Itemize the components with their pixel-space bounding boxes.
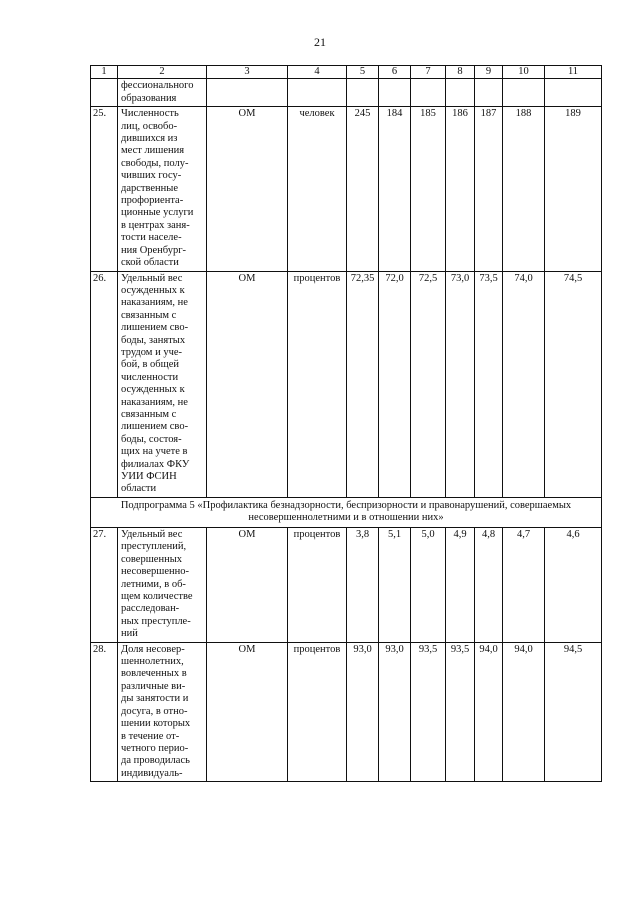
indicator-name-line: мест лишения xyxy=(121,145,185,157)
indicator-name-line: наказаниям, не xyxy=(121,396,188,408)
indicator-name-line: в течение от- xyxy=(121,730,180,742)
indicator-name-line: бой, в общей xyxy=(121,359,180,371)
indicator-name-line: чивших госу- xyxy=(121,170,182,182)
indicator-name-line: несовершенно- xyxy=(121,566,189,578)
indicator-name-line: боды, состоя- xyxy=(121,433,182,445)
indicator-name-line: численности xyxy=(121,371,179,383)
indicator-name-line: досуга, в отно- xyxy=(121,705,188,717)
column-header: 6 xyxy=(379,66,411,79)
unit-cell: человек xyxy=(288,107,347,271)
indicator-name-line: дившихся из xyxy=(121,133,178,145)
value-cell: 4,7 xyxy=(503,528,545,643)
column-header: 8 xyxy=(446,66,475,79)
column-header-row xyxy=(91,66,602,79)
unit-cell xyxy=(288,79,347,107)
indicator-name-line: лиц, освобо- xyxy=(121,120,178,132)
value-cell xyxy=(446,79,475,107)
indicator-name-line: осужденных к xyxy=(121,284,185,296)
indicator-name-line: дарственные xyxy=(121,182,179,194)
column-header: 4 xyxy=(288,66,347,79)
indicator-name-line: осужденных к xyxy=(121,384,185,396)
indicator-name-line: различные ви- xyxy=(121,680,186,692)
indicator-name-cell xyxy=(118,271,207,497)
unit-cell: процентов xyxy=(288,271,347,497)
subprogram-title xyxy=(91,497,602,527)
type-cell: ОМ xyxy=(207,642,288,781)
type-cell xyxy=(207,79,288,107)
indicator-name-line: индивидуаль- xyxy=(121,767,183,779)
indicator-name-cell xyxy=(118,107,207,271)
value-cell: 94,0 xyxy=(475,642,503,781)
value-cell: 5,0 xyxy=(411,528,446,643)
row-number-cell: 27. xyxy=(91,528,118,643)
value-cell: 186 xyxy=(446,107,475,271)
indicator-name-line: фессионального xyxy=(121,80,194,92)
value-cell: 74,0 xyxy=(503,271,545,497)
unit-cell: процентов xyxy=(288,528,347,643)
indicator-name-line: тости населе- xyxy=(121,232,182,244)
indicator-name-line: лишением сво- xyxy=(121,421,189,433)
value-cell xyxy=(545,79,602,107)
indicator-name-line: вовлеченных в xyxy=(121,668,187,680)
value-cell: 187 xyxy=(475,107,503,271)
row-number-cell: 28. xyxy=(91,642,118,781)
indicator-name-line: щих на учете в xyxy=(121,446,188,458)
row-number-cell: 25. xyxy=(91,107,118,271)
value-cell: 185 xyxy=(411,107,446,271)
value-cell: 93,5 xyxy=(411,642,446,781)
value-cell: 94,0 xyxy=(503,642,545,781)
value-cell: 94,5 xyxy=(545,642,602,781)
value-cell xyxy=(503,79,545,107)
value-cell: 73,5 xyxy=(475,271,503,497)
subprogram-title-line: несовершеннолетними и в отношении них» xyxy=(248,512,444,524)
value-cell: 4,8 xyxy=(475,528,503,643)
indicator-name-line: ных преступле- xyxy=(121,615,191,627)
value-cell: 73,0 xyxy=(446,271,475,497)
unit-cell: процентов xyxy=(288,642,347,781)
indicator-name-line: ской области xyxy=(121,257,179,269)
indicator-name-cell xyxy=(118,528,207,643)
indicator-name-line: шении которых xyxy=(121,718,191,730)
value-cell: 184 xyxy=(379,107,411,271)
row-number-cell xyxy=(91,79,118,107)
indicator-name-line: Доля несовер- xyxy=(121,643,185,655)
value-cell: 72,0 xyxy=(379,271,411,497)
indicator-name-line: ционные услуги xyxy=(121,207,194,219)
indicator-name-line: в центрах заня- xyxy=(121,219,190,231)
indicator-name-line: лишением сво- xyxy=(121,322,189,334)
subprogram-row xyxy=(91,497,602,527)
value-cell: 93,5 xyxy=(446,642,475,781)
indicator-name-line: шеннолетних, xyxy=(121,656,184,668)
type-cell: ОМ xyxy=(207,271,288,497)
value-cell: 245 xyxy=(347,107,379,271)
table-row xyxy=(91,642,602,781)
indicator-name-line: Удельный вес xyxy=(121,272,183,284)
indicator-name-line: боды, занятых xyxy=(121,334,186,346)
value-cell: 3,8 xyxy=(347,528,379,643)
page-number: 21 xyxy=(314,35,326,49)
indicator-name-line: ния Оренбург- xyxy=(121,244,187,256)
indicators-table xyxy=(90,65,602,782)
value-cell: 93,0 xyxy=(347,642,379,781)
value-cell xyxy=(379,79,411,107)
column-header: 9 xyxy=(475,66,503,79)
indicator-name-line: ний xyxy=(121,628,138,640)
indicator-name-line: профориента- xyxy=(121,195,184,207)
table-row xyxy=(91,107,602,271)
value-cell xyxy=(475,79,503,107)
indicator-name-cell xyxy=(118,642,207,781)
column-header: 11 xyxy=(545,66,602,79)
indicator-name-line: области xyxy=(121,483,157,495)
value-cell: 189 xyxy=(545,107,602,271)
indicator-name-line: ды занятости и xyxy=(121,693,189,705)
type-cell: ОМ xyxy=(207,528,288,643)
value-cell: 74,5 xyxy=(545,271,602,497)
subprogram-title-line: Подпрограмма 5 «Профилактика безнадзорности, беспризорности и правонарушений, совершаемых xyxy=(120,499,572,511)
type-cell: ОМ xyxy=(207,107,288,271)
indicator-name-line: связанным с xyxy=(121,408,177,420)
table-row xyxy=(91,528,602,643)
indicator-name-line: Численность xyxy=(121,108,179,120)
column-header: 10 xyxy=(503,66,545,79)
indicator-name-line: преступлений, xyxy=(121,541,187,553)
value-cell: 188 xyxy=(503,107,545,271)
value-cell xyxy=(347,79,379,107)
value-cell xyxy=(411,79,446,107)
column-header: 2 xyxy=(118,66,207,79)
value-cell: 93,0 xyxy=(379,642,411,781)
indicator-name-line: УИИ ФСИН xyxy=(121,471,177,482)
indicator-name-line: да проводилась xyxy=(121,755,190,767)
indicator-name-line: четного перио- xyxy=(121,742,189,754)
indicator-name-line: расследован- xyxy=(121,603,180,615)
indicator-name-line: летними, в об- xyxy=(121,578,186,590)
indicator-name-line: филиалах ФКУ xyxy=(121,458,190,470)
row-number-cell: 26. xyxy=(91,271,118,497)
value-cell: 5,1 xyxy=(379,528,411,643)
column-header: 3 xyxy=(207,66,288,79)
table-row-continuation xyxy=(91,79,602,107)
indicator-name-line: трудом и уче- xyxy=(121,346,183,358)
indicator-name-cell xyxy=(118,79,207,107)
indicator-name-line: щем количестве xyxy=(121,591,193,603)
indicator-name-line: свободы, полу- xyxy=(121,157,189,169)
table-row xyxy=(91,271,602,497)
value-cell: 72,5 xyxy=(411,271,446,497)
column-header: 5 xyxy=(347,66,379,79)
indicator-name-line: связанным с xyxy=(121,309,177,321)
indicator-name-line: Удельный вес xyxy=(121,529,183,540)
value-cell: 4,9 xyxy=(446,528,475,643)
indicator-name-line: наказаниям, не xyxy=(121,297,188,309)
indicator-name-line: образования xyxy=(121,92,177,104)
indicator-name-line: совершенных xyxy=(121,553,183,565)
value-cell: 4,6 xyxy=(545,528,602,643)
column-header: 7 xyxy=(411,66,446,79)
value-cell: 72,35 xyxy=(347,271,379,497)
column-header: 1 xyxy=(91,66,118,79)
